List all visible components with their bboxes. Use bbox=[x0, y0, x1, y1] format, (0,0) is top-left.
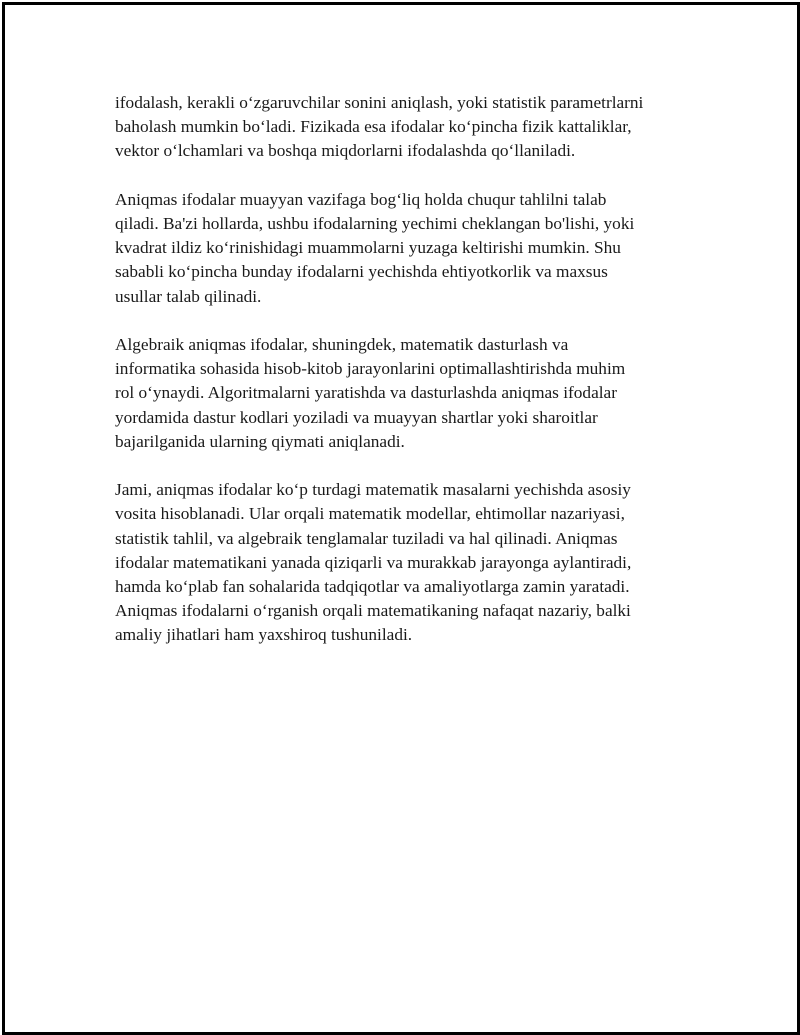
text-line: usullar talab qilinadi. bbox=[115, 286, 262, 306]
text-line: ifodalar matematikani yanada qiziqarli va murakkab jarayonga aylantiradi, bbox=[115, 552, 632, 572]
text-line: Aniqmas ifodalarni o‘rganish orqali matematikaning nafaqat nazariy, balki bbox=[115, 601, 631, 621]
text-line: rol o‘ynaydi. Algoritmalarni yaratishda va dasturlashda aniqmas ifodalar bbox=[115, 383, 617, 403]
text-line: kvadrat ildiz ko‘rinishidagi muammolarni yuzaga keltirishi mumkin. Shu bbox=[115, 238, 621, 258]
text-line: amaliy jihatlari ham yaxshiroq tushuniladi. bbox=[115, 625, 413, 645]
text-line: vektor o‘lchamlari va boshqa miqdorlarni ifodalashda qo‘llaniladi. bbox=[115, 141, 576, 161]
text-line: hamda ko‘plab fan sohalarida tadqiqotlar va amaliyotlarga zamin yaratadi. bbox=[115, 577, 630, 597]
text-line: bajarilganida ularning qiymati aniqlanadi. bbox=[115, 431, 405, 451]
text-line: baholash mumkin bo‘ladi. Fizikada esa ifodalar ko‘pincha fizik kattaliklar, bbox=[115, 117, 632, 137]
text-line: vosita hisoblanadi. Ular orqali matematik modellar, ehtimollar nazariyasi, bbox=[115, 504, 625, 524]
paragraph-3 bbox=[115, 333, 695, 454]
text-line: ifodalash, kerakli o‘zgaruvchilar sonini aniqlash, yoki statistik parametrlarni bbox=[115, 93, 644, 112]
text-line: yordamida dastur kodlari yoziladi va muayyan shartlar yoki sharoitlar bbox=[115, 407, 598, 427]
paragraph-1 bbox=[115, 91, 695, 164]
paragraph-4 bbox=[115, 478, 695, 647]
text-line: qiladi. Ba'zi hollarda, ushbu ifodalarning yechimi cheklangan bo'lishi, yoki bbox=[115, 214, 635, 233]
text-line: Aniqmas ifodalar muayyan vazifaga bog‘liq holda chuqur tahlilni talab bbox=[115, 189, 607, 209]
text-line: Algebraik aniqmas ifodalar, shuningdek, matematik dasturlash va bbox=[115, 335, 569, 354]
document-body bbox=[115, 91, 695, 672]
text-line: Jami, aniqmas ifodalar ko‘p turdagi matematik masalarni yechishda asosiy bbox=[115, 480, 631, 500]
text-line: informatika sohasida hisob-kitob jarayonlarini optimallashtirishda muhim bbox=[115, 359, 626, 379]
text-line: statistik tahlil, va algebraik tenglamalar tuziladi va hal qilinadi. Aniqmas bbox=[115, 528, 618, 548]
paragraph-2 bbox=[115, 188, 695, 309]
text-line: sababli ko‘pincha bunday ifodalarni yechishda ehtiyotkorlik va maxsus bbox=[115, 262, 608, 282]
